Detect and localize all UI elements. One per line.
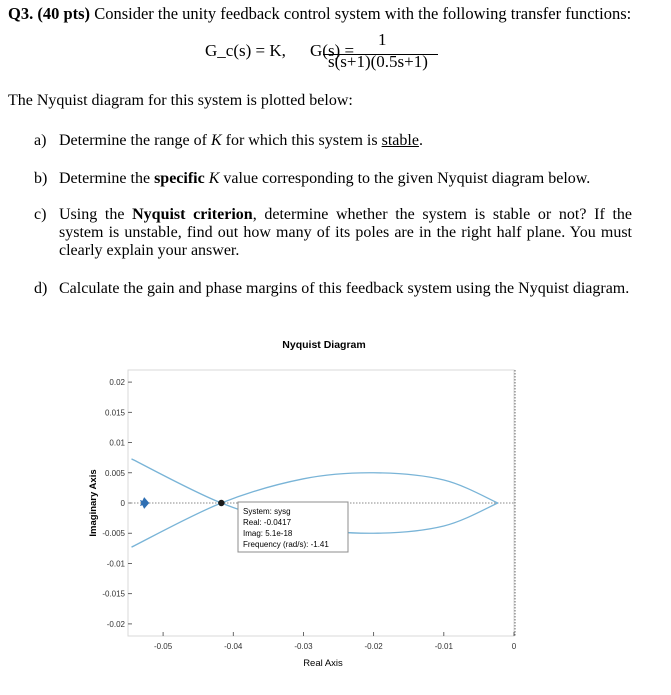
question-label: b) <box>34 170 48 187</box>
question-c <box>34 206 632 260</box>
question-d <box>34 280 632 298</box>
y-tick-label: -0.01 <box>106 559 125 569</box>
nyquist-chart <box>0 330 671 695</box>
question-text: Determine the <box>59 170 155 187</box>
problem-points: (40 pts) <box>37 4 91 23</box>
y-tick-label: -0.015 <box>102 589 125 599</box>
question-a <box>34 132 632 150</box>
datatip-imag: Imag: 5.1e-18 <box>243 529 293 538</box>
chart-title: Nyquist Diagram <box>282 339 366 351</box>
emphasis-specific: specific <box>154 170 205 187</box>
y-tick-label: 0.015 <box>104 408 125 418</box>
datatip-real: Real: -0.0417 <box>243 518 292 527</box>
question-text: Determine the range of <box>59 132 211 149</box>
x-tick-label: -0.04 <box>224 642 243 651</box>
y-tick-label: -0.02 <box>106 619 125 629</box>
variable-k: K <box>208 170 220 187</box>
question-text: Calculate the gain and phase margins of this feedback system using the Nyquist diagram. <box>59 280 630 297</box>
x-axis-label: Real Axis <box>303 658 343 669</box>
y-tick-label: 0 <box>120 499 125 508</box>
question-label: a) <box>34 132 47 149</box>
emphasis-nyquist: Nyquist criterion <box>132 206 253 223</box>
y-tick-label: 0.01 <box>109 438 125 448</box>
question-b <box>34 170 632 188</box>
plant-tf-lhs: G(s) = <box>310 41 355 60</box>
problem-header <box>8 4 631 24</box>
intro-text: The Nyquist diagram for this system is plotted below: <box>8 92 353 109</box>
problem-number: Q3. <box>8 4 34 23</box>
x-tick-label: -0.02 <box>364 642 383 651</box>
y-tick-label: 0.005 <box>104 468 125 478</box>
question-text: for which this system is <box>221 132 382 149</box>
x-tick-label: 0 <box>511 642 517 651</box>
crossing-point-marker[interactable] <box>218 500 224 506</box>
y-tick-label: 0.02 <box>109 378 125 388</box>
controller-tf: G_c(s) = K, <box>205 41 286 60</box>
datatip-system: System: sysg <box>243 507 291 516</box>
question-text: . <box>418 132 423 149</box>
datatip-frequency: Frequency (rad/s): -1.41 <box>243 540 329 549</box>
y-axis-label: Imaginary Axis <box>88 469 99 537</box>
x-tick-label: -0.05 <box>153 642 173 651</box>
question-text: Using the <box>59 206 133 223</box>
y-tick-label: -0.005 <box>102 529 125 539</box>
plant-numerator: 1 <box>378 30 387 49</box>
emphasis-stable: stable <box>381 132 419 149</box>
variable-k: K <box>210 132 222 149</box>
plant-denominator: s(s+1)(0.5s+1) <box>328 52 428 71</box>
x-tick-label: -0.03 <box>294 642 313 651</box>
datatip[interactable] <box>238 502 348 552</box>
question-text: , determine whether the system is stable or not? If the system is unstable, find out how many of its poles are in the right half plane. You must clearly explain your answer. <box>59 206 633 259</box>
problem-statement: Consider the unity feedback control system with the following transfer functions: <box>94 4 632 23</box>
question-label: d) <box>34 280 48 297</box>
question-label: c) <box>34 206 47 223</box>
x-tick-label: -0.01 <box>434 642 453 651</box>
question-text: value corresponding to the given Nyquist diagram below. <box>219 170 591 187</box>
